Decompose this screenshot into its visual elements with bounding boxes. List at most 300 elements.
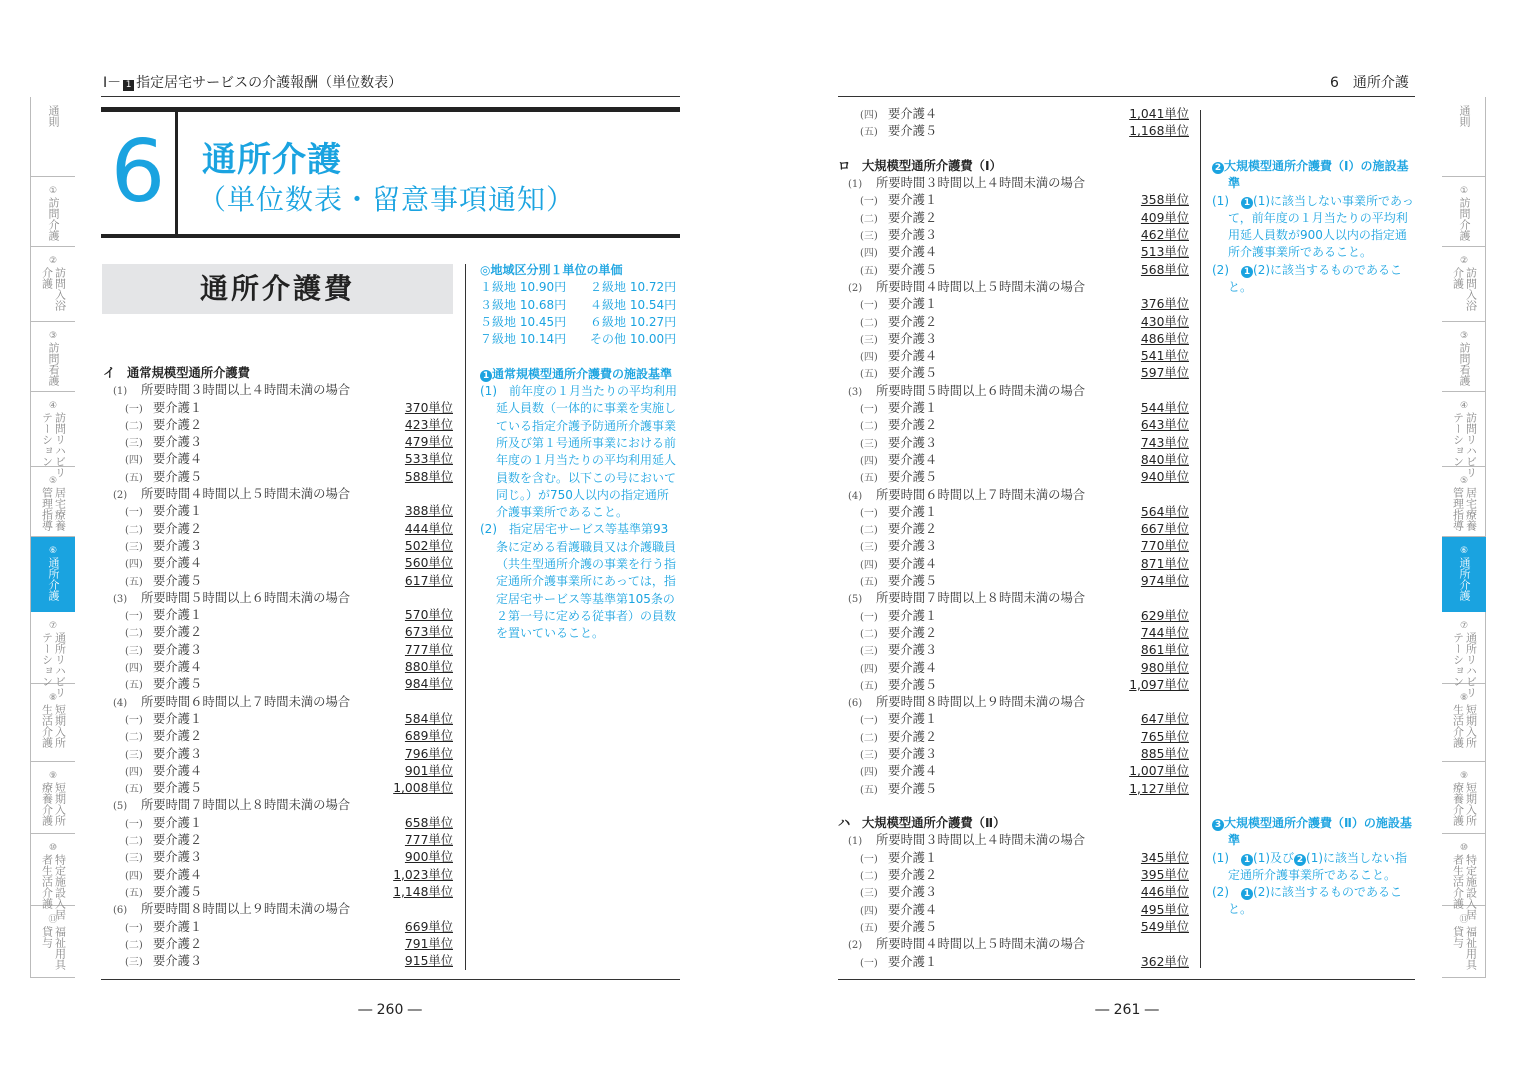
fee-value: 1,007単位 [1129,764,1189,779]
item-marker: (4) [113,697,128,709]
side-tab-11[interactable] [1442,906,1486,978]
tab-label: 通所介護 [47,557,60,601]
fee-label: 要介護５ [888,262,938,277]
section-title: 通所介護費 [102,264,453,314]
fee-label: 要介護５ [888,366,938,381]
item-marker: ハ [838,816,851,831]
side-tab-4[interactable] [1442,392,1486,478]
tab-label: テーション [1451,412,1465,467]
fee-label: 要介護３ [153,850,203,865]
fee-row [103,434,453,451]
fee-heading [838,694,1189,711]
fee-label: 要介護４ [153,556,203,571]
note1-item: (1) 前年度の１月当たりの平均利用延人員数（一体的に事業を実施している指定介護予防通所介護事業所及び第１号通所事業における前年度の１月当たりの平均利用延人員数を含む。以下この号において同じ。）が750人以内の指定通所介護事業所であること。 [480,384,678,520]
fee-label: 要介護４ [888,452,938,467]
number-badge-icon: 3 [1212,819,1224,831]
fee-row [838,106,1189,123]
fee-value: 984単位 [404,677,453,692]
item-marker: (五) [860,680,878,692]
fee-row [838,400,1189,417]
tab-label: 貸与 [40,926,54,948]
chapter-rule-bottom [101,234,680,238]
item-marker: (4) [848,490,863,502]
fee-row [838,625,1189,642]
fee-row [103,451,453,468]
item-marker: (四) [860,110,878,121]
fee-row [838,348,1189,365]
tab-label: 短期入所 [1464,704,1478,748]
fee-label: 要介護１ [888,401,938,416]
fee-value: 568単位 [1140,262,1189,277]
note3-item: (2) 1 (2)に該当するものであること。 [1212,885,1403,917]
fee-row [103,469,453,486]
tab-label: 特定施設入居 [1464,854,1478,920]
item-marker: (二) [860,525,878,537]
side-tab-2[interactable] [31,247,75,322]
chapter-box-icon: 1 [123,80,134,91]
fee-heading [838,175,1189,192]
tab-number: ⑤ [48,476,58,486]
fee-label: 要介護１ [888,297,938,312]
fee-heading [103,365,453,382]
item-marker: (四) [860,559,878,571]
fee-value: 777単位 [404,833,453,848]
fee-value: 861単位 [1140,643,1189,658]
running-head-left: Ⅰ－ 1 指定居宅サービスの介護報酬（単位数表） [103,75,403,91]
item-marker: (二) [125,939,143,951]
chapter-subtitle: （単位数表・留意事項通知） [198,183,576,216]
item-marker: (四) [860,352,878,364]
fee-row [103,711,453,728]
fee-row [103,763,453,780]
fee-table-left [103,365,453,970]
item-marker: (三) [125,438,143,450]
tab-number: ① [48,186,58,196]
fee-value: 358単位 [1140,193,1189,208]
item-marker: (三) [860,334,878,346]
item-marker: (四) [125,870,143,882]
tab-number: ⑩ [1459,843,1469,853]
tab-number: ⑧ [48,693,58,703]
note2-heading: 2 大規模型通所介護費（Ⅰ）の施設基準 [1212,158,1418,193]
fee-row [838,711,1189,728]
fee-row [103,884,453,901]
fee-label: 要介護３ [153,954,203,969]
item-marker: (二) [125,836,143,848]
fee-value: 744単位 [1140,625,1189,640]
fee-label: 要介護５ [888,574,938,589]
fee-row [103,573,453,590]
fee-label: 要介護１ [888,193,938,208]
tab-label: 者生活介護 [40,854,54,909]
fee-label: 所要時間７時間以上８時間未満の場合 [876,591,1086,606]
fee-value: 647単位 [1140,712,1189,727]
tab-label: 療養介護 [1451,782,1465,826]
fee-label: 要介護４ [888,107,938,121]
side-tab-6[interactable] [1442,537,1486,612]
fee-row [838,192,1189,209]
fee-heading [838,487,1189,504]
tab-number: ⑥ [48,546,58,556]
item-marker: (三) [860,542,878,554]
fee-row [103,815,453,832]
item-marker: (三) [125,749,143,761]
side-tab-9[interactable] [31,762,75,834]
item-marker: ロ [838,158,851,173]
tab-label: 貸与 [1451,926,1465,948]
item-marker: (四) [860,455,878,467]
side-tab-0[interactable] [1442,97,1486,177]
tab-label: 訪問介護 [1458,197,1471,241]
tab-number: ② [1459,256,1469,266]
item-marker: (二) [125,420,143,432]
fee-value: 395単位 [1140,868,1189,883]
fee-label: 要介護２ [888,210,938,225]
fee-label: 要介護２ [888,522,938,537]
fee-value: 370単位 [404,400,453,415]
fee-label: 要介護２ [888,625,938,640]
item-marker: (2) [848,282,863,294]
item-marker: (1) [848,836,863,848]
tab-label: テーション [40,412,54,467]
fee-label: 要介護５ [888,677,938,692]
fee-label: 要介護３ [153,538,203,553]
fee-value: 462単位 [1140,228,1189,243]
fee-row [838,556,1189,573]
chapter-rule-top [101,107,680,112]
fee-value: 643単位 [1140,418,1189,433]
fee-row [838,262,1189,279]
footer-rule [101,979,680,980]
fee-row [103,521,453,538]
tab-label: 訪問介護 [47,197,60,241]
side-tab-1[interactable] [31,177,75,247]
side-tab-7[interactable] [1442,612,1486,698]
item-marker: (五) [860,265,878,277]
fee-value: 430単位 [1140,314,1189,329]
fee-row [103,746,453,763]
side-tab-8[interactable] [31,684,75,762]
regional-rate: ３級地 10.68円 [480,297,567,312]
fee-label: 要介護３ [153,642,203,657]
item-marker: (2) [113,490,128,502]
fee-value: 597単位 [1140,366,1189,381]
fee-label: 所要時間３時間以上４時間未満の場合 [876,833,1086,848]
tab-label: テーション [40,632,54,687]
fee-row [838,763,1189,780]
side-tab-9[interactable] [1442,762,1486,834]
tab-number: ⑤ [1459,476,1469,486]
fee-label: 要介護５ [888,781,938,796]
fee-row [838,867,1189,884]
fee-row [838,331,1189,348]
fee-value: 446単位 [1140,885,1189,900]
tab-label: 生活介護 [1451,704,1465,748]
item-marker: (6) [113,905,128,917]
fee-row [838,884,1189,901]
item-marker: (四) [125,663,143,675]
fee-value: 689単位 [404,729,453,744]
tab-number: ⑪ [48,915,58,925]
fee-label: 要介護４ [888,349,938,364]
fee-row [103,953,453,970]
fee-value: 588単位 [404,469,453,484]
fee-heading [838,383,1189,400]
fee-row [103,728,453,745]
fee-label: 要介護４ [153,452,203,467]
item-marker: (三) [860,749,878,761]
side-tab-2[interactable] [1442,247,1486,322]
item-marker: (二) [860,317,878,329]
fee-row [838,642,1189,659]
tab-label: 管理指導 [40,487,54,531]
side-tab-1[interactable] [1442,177,1486,247]
fee-label: 要介護３ [888,746,938,761]
fee-label: 要介護１ [153,815,203,830]
tab-label: 訪問リハビリ [53,412,67,478]
item-marker: (2) [848,940,863,952]
fee-value: 974単位 [1140,574,1189,589]
fee-table-right [838,106,1189,971]
fee-label: 要介護５ [888,124,938,139]
item-marker: (一) [860,853,878,865]
fee-value: 673単位 [404,625,453,640]
fee-label: 所要時間７時間以上８時間未満の場合 [141,798,351,813]
item-marker: (五) [125,784,143,796]
fee-row [838,729,1189,746]
item-marker: (三) [125,645,143,657]
note2-item: (1) 1 (1)に該当しない事業所であって，前年度の１月当たりの平均利用延人員数が900人以内の指定通所介護事業所であること。 [1212,193,1414,260]
fee-label: 要介護４ [888,902,938,917]
note3 [1212,815,1418,919]
fee-value: 423単位 [404,417,453,432]
fee-row [103,919,453,936]
fee-value: 901単位 [404,763,453,778]
fee-row [838,573,1189,590]
ref-badge-icon: 1 [1241,197,1253,209]
fee-label: 要介護３ [153,746,203,761]
fee-label: 要介護１ [888,712,938,727]
fee-value: 777単位 [404,642,453,657]
fee-row [103,607,453,624]
fee-value: 549単位 [1140,919,1189,934]
side-tab-11[interactable] [31,906,75,978]
regional-rate: ４級地 10.54円 [590,297,677,312]
fee-value: 409単位 [1140,210,1189,225]
tab-number: ⑩ [48,843,58,853]
item-marker: (一) [125,818,143,830]
chapter-number: 6 [110,122,166,222]
item-marker: (四) [860,767,878,779]
item-marker: (3) [113,593,128,605]
fee-row [838,435,1189,452]
fee-heading [838,815,1189,832]
fee-row [103,624,453,641]
fee-label: 要介護５ [153,469,203,484]
item-marker: (一) [860,196,878,208]
fee-value: 1,097単位 [1129,677,1189,692]
item-marker: (3) [848,386,863,398]
fee-label: 所要時間６時間以上７時間未満の場合 [876,487,1086,502]
tab-label: 通則 [47,105,60,127]
fee-value: 871単位 [1140,556,1189,571]
fee-value: 667単位 [1140,522,1189,537]
fee-label: 要介護１ [153,608,203,623]
fee-heading [103,382,453,399]
note3-heading: 3 大規模型通所介護費（Ⅱ）の施設基準 [1212,815,1418,850]
fee-row [838,919,1189,936]
column-divider [465,264,466,970]
side-tab-8[interactable] [1442,684,1486,762]
item-marker: (三) [860,231,878,243]
fee-value: 486単位 [1140,331,1189,346]
side-tab-3[interactable] [1442,322,1486,392]
column-divider [1200,110,1201,968]
item-marker: (一) [860,611,878,623]
fee-label: 通常規模型通所介護費 [127,366,250,380]
fee-value: 544単位 [1140,401,1189,416]
page-number-left: ― 260 ― [358,1002,422,1018]
tab-number: ① [1459,186,1469,196]
fee-label: 要介護２ [153,417,203,432]
fee-label: 要介護５ [153,677,203,692]
item-marker: (五) [125,576,143,588]
regional-rates-heading: ◎地域区分別１単位の単価 [480,263,623,277]
fee-label: 要介護５ [153,884,203,899]
item-marker: (五) [860,922,878,934]
fee-row [838,417,1189,434]
fee-value: 541単位 [1140,349,1189,364]
fee-label: 大規模型通所介護費（Ⅱ） [862,816,1006,831]
tab-number: ③ [48,331,58,341]
side-tab-7[interactable] [31,612,75,698]
fee-label: 所要時間５時間以上６時間未満の場合 [141,590,351,605]
note2-item: (2) 1 (2)に該当するものであること。 [1212,262,1403,295]
fee-value: 796単位 [404,746,453,761]
note1-heading: 1 通常規模型通所介護費の施設基準 [480,366,680,383]
fee-label: 要介護５ [888,919,938,934]
side-tab-5[interactable] [1442,467,1486,537]
fee-row [838,660,1189,677]
fee-value: 629単位 [1140,608,1189,623]
item-marker: (四) [860,905,878,917]
fee-value: 940単位 [1140,470,1189,485]
fee-heading [103,797,453,814]
regional-rate: ７級地 10.14円 [480,332,567,347]
fee-label: 要介護３ [888,885,938,900]
item-marker: (五) [860,473,878,485]
fee-row [838,244,1189,261]
fee-row [103,867,453,884]
fee-value: 765単位 [1140,729,1189,744]
fee-row [103,849,453,866]
fee-label: 大規模型通所介護費（Ⅰ） [862,158,1002,173]
tab-label: 訪問入浴 [53,267,67,311]
fee-row [103,642,453,659]
tab-label: 者生活介護 [1451,854,1465,909]
fee-label: 所要時間６時間以上７時間未満の場合 [141,694,351,709]
fee-label: 要介護２ [153,625,203,640]
fee-label: 所要時間４時間以上５時間未満の場合 [876,937,1086,952]
footer-rule [838,979,1415,980]
fee-value: 885単位 [1140,746,1189,761]
item-marker: (四) [860,248,878,260]
item-marker: (五) [860,784,878,796]
fee-row [838,452,1189,469]
fee-label: 要介護１ [153,919,203,934]
fee-label: 所要時間３時間以上４時間未満の場合 [141,383,351,398]
item-marker: (5) [113,801,128,813]
fee-label: 所要時間５時間以上６時間未満の場合 [876,383,1086,398]
fee-label: 所要時間３時間以上４時間未満の場合 [876,176,1086,191]
fee-label: 要介護３ [153,435,203,450]
fee-value: 362単位 [1140,954,1189,969]
fee-heading [838,279,1189,296]
item-marker: (一) [860,715,878,727]
item-marker: (5) [848,594,863,606]
side-tab-3[interactable] [31,322,75,392]
fee-value: 345単位 [1140,850,1189,865]
fee-label: 要介護４ [888,245,938,260]
tab-label: 特定施設入居 [53,854,67,920]
fee-label: 要介護２ [888,729,938,744]
fee-row [838,296,1189,313]
note3-item: (1) 1 (1)及び 2 (1)に該当しない指定通所介護事業所であること。 [1212,850,1408,882]
tab-number: ⑪ [1459,915,1469,925]
fee-value: 513単位 [1140,245,1189,260]
item-marker: (一) [860,957,878,969]
ref-badge-icon: 1 [1241,266,1253,278]
item-marker: イ [103,366,116,380]
running-head-right: 6 通所介護 [1330,75,1409,91]
fee-label: 要介護１ [888,850,938,865]
fee-label: 所要時間８時間以上９時間未満の場合 [141,902,351,917]
tab-label: 居宅療養 [1464,487,1478,531]
tab-label: 通所介護 [1458,557,1471,601]
fee-value: 444単位 [404,521,453,536]
item-marker: (三) [860,646,878,658]
fee-row [838,123,1189,140]
fee-value: 502単位 [404,538,453,553]
fee-row [838,954,1189,971]
chapter-title: 通所介護 [202,140,342,180]
side-tab-0[interactable] [31,97,75,177]
tab-label: テーション [1451,632,1465,687]
fee-value: 388単位 [404,504,453,519]
fee-label: 要介護３ [888,435,938,450]
item-marker: (五) [125,680,143,692]
side-tab-6[interactable] [31,537,75,612]
tab-label: 通所リハビリ [53,632,67,698]
fee-row [838,365,1189,382]
fee-label: 要介護４ [153,763,203,778]
ref-badge-icon: 2 [1294,854,1306,866]
item-marker: (四) [125,559,143,571]
side-tab-5[interactable] [31,467,75,537]
tab-number: ⑥ [1459,546,1469,556]
fee-row [838,521,1189,538]
ref-badge-icon: 1 [1241,854,1253,866]
fee-label: 要介護１ [888,954,938,969]
fee-label: 要介護１ [153,400,203,415]
tab-number: ② [48,256,58,266]
fee-value: 584単位 [404,711,453,726]
fee-value: 900単位 [404,850,453,865]
side-tab-4[interactable] [31,392,75,478]
item-marker: (三) [860,438,878,450]
fee-row [103,780,453,797]
header-rule [838,96,1415,97]
